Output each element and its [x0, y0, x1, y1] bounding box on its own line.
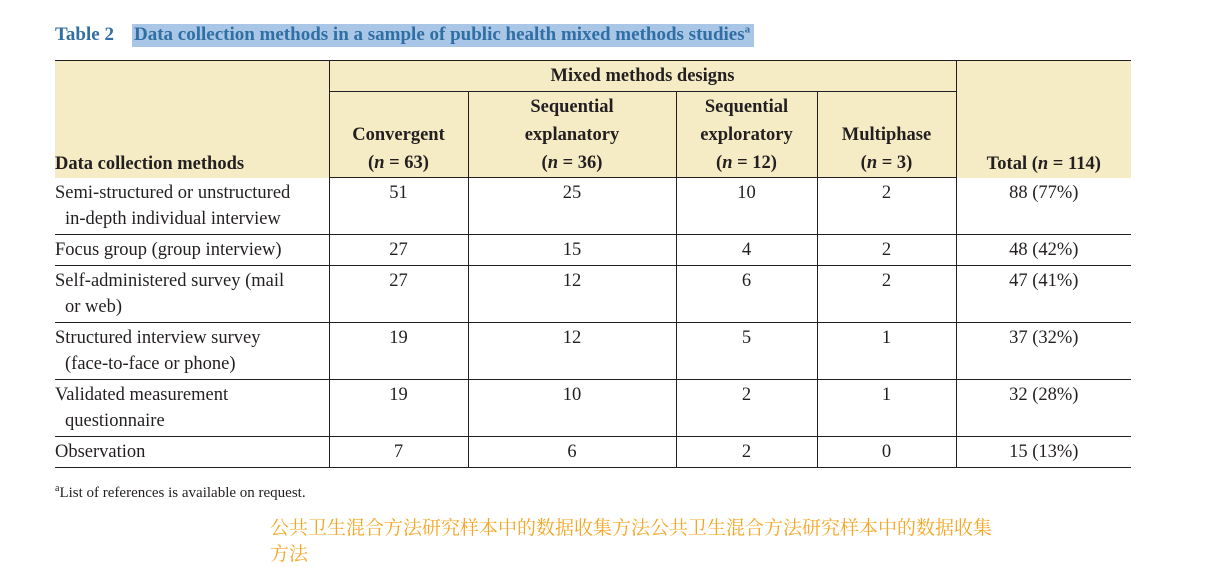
cell-convergent: 7 — [329, 436, 468, 467]
cell-total: 37 (32%) — [956, 322, 1131, 379]
cell-sequential-exploratory: 2 — [676, 379, 817, 436]
translation-overlay-line1: 公共卫生混合方法研究样本中的数据收集方法公共卫生混合方法研究样本中的数据收集 — [270, 517, 993, 539]
cell-total: 47 (41%) — [956, 265, 1131, 322]
cell-sequential-exploratory: 6 — [676, 265, 817, 322]
cell-total: 15 (13%) — [956, 436, 1131, 467]
cell-sequential-exploratory: 4 — [676, 234, 817, 265]
cell-sequential-explanatory: 6 — [468, 436, 676, 467]
cell-sequential-explanatory: 12 — [468, 265, 676, 322]
table-row — [55, 379, 1131, 436]
row-method: Focus group (group interview) — [55, 234, 329, 265]
column-header-multiphase — [817, 92, 956, 178]
column-header-sequential-explanatory — [468, 92, 676, 178]
column-name: Convergent — [352, 125, 445, 145]
cell-sequential-exploratory: 10 — [676, 178, 817, 235]
translation-overlay-line2: 方法 — [270, 543, 309, 565]
table-row — [55, 234, 1131, 265]
cell-sequential-exploratory: 5 — [676, 322, 817, 379]
cell-total: 88 (77%) — [956, 178, 1131, 235]
cell-sequential-exploratory: 2 — [676, 436, 817, 467]
column-name: Sequential exploratory — [700, 97, 793, 145]
cell-convergent: 19 — [329, 322, 468, 379]
footnote-text: List of references is available on request. — [59, 485, 306, 501]
data-collection-table — [55, 60, 1131, 468]
table-caption-selected[interactable] — [132, 24, 754, 47]
cell-multiphase: 1 — [817, 322, 956, 379]
cell-sequential-explanatory: 10 — [468, 379, 676, 436]
row-method: Structured interview survey (face-to-face or phone) — [55, 322, 329, 379]
row-method: Self-administered survey (mail or web) — [55, 265, 329, 322]
row-method: Validated measurement questionnaire — [55, 379, 329, 436]
table-caption-text: Data collection methods in a sample of public health mixed methods studies — [133, 24, 745, 46]
column-n: (n = 12) — [716, 153, 777, 173]
table-footnote — [55, 483, 306, 502]
cell-multiphase: 2 — [817, 178, 956, 235]
cell-sequential-explanatory: 12 — [468, 322, 676, 379]
method-column-header: Data collection methods — [55, 61, 329, 178]
row-method: Semi-structured or unstructured in-depth individual interview — [55, 178, 329, 235]
row-method: Observation — [55, 441, 146, 462]
table-title — [55, 24, 754, 52]
mixed-methods-group-header: Mixed methods designs — [329, 61, 956, 92]
total-column-header: Total (n = 114) — [956, 61, 1131, 178]
footnote-mark: a — [55, 483, 60, 494]
caption-footnote-mark: a — [744, 24, 751, 36]
table-label: Table 2 — [55, 24, 114, 46]
cell-multiphase: 1 — [817, 379, 956, 436]
cell-convergent: 27 — [329, 265, 468, 322]
column-name: Multiphase — [841, 125, 932, 145]
cell-convergent: 51 — [329, 178, 468, 235]
column-header-convergent — [329, 92, 468, 178]
cell-multiphase: 2 — [817, 265, 956, 322]
cell-sequential-explanatory: 15 — [468, 234, 676, 265]
column-n: (n = 3) — [860, 153, 913, 173]
cell-sequential-explanatory: 25 — [468, 178, 676, 235]
table-row — [55, 265, 1131, 322]
column-n: (n = 36) — [541, 153, 603, 173]
table-row — [55, 322, 1131, 379]
cell-total: 48 (42%) — [956, 234, 1131, 265]
cell-multiphase: 0 — [817, 436, 956, 467]
cell-convergent: 27 — [329, 234, 468, 265]
cell-convergent: 19 — [329, 379, 468, 436]
cell-multiphase: 2 — [817, 234, 956, 265]
column-n: (n = 63) — [368, 153, 429, 173]
column-header-sequential-exploratory — [676, 92, 817, 178]
table-row — [55, 178, 1131, 235]
column-name: Sequential explanatory — [524, 97, 620, 145]
table-row — [55, 436, 1131, 467]
cell-total: 32 (28%) — [956, 379, 1131, 436]
